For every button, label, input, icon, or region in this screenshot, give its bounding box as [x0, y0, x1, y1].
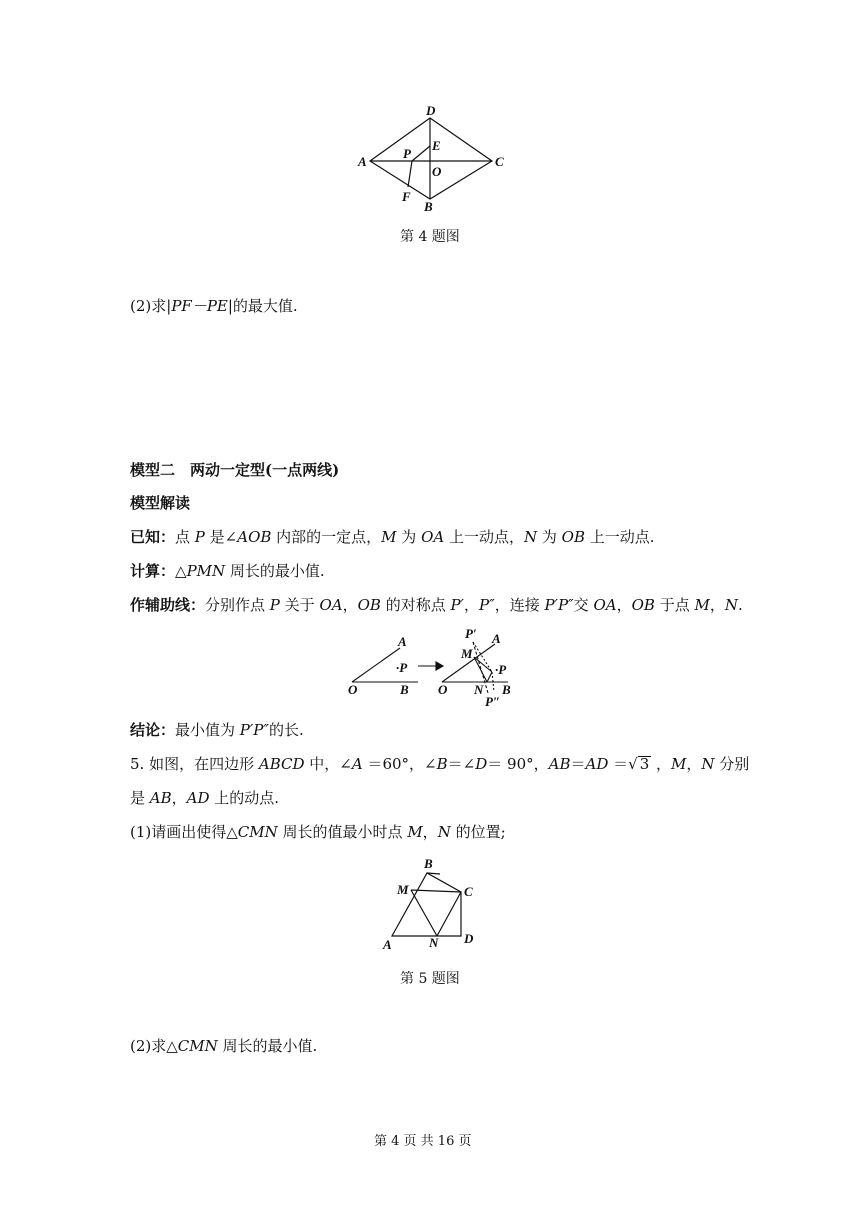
text: 的长. [269, 721, 304, 739]
model2-title: 模型二 两动一定型(一点两线) [130, 461, 340, 479]
label-B: B [424, 199, 433, 214]
text: 中，∠ [304, 755, 352, 773]
var: CMN [237, 823, 278, 841]
text: ＝ 90°， [487, 755, 549, 773]
label-B: B [424, 856, 433, 871]
model2-diagram [340, 626, 530, 712]
text: 是∠ [204, 528, 238, 546]
right-label-B: B [502, 682, 511, 697]
var: PMN [186, 562, 226, 580]
text: ， [709, 596, 725, 614]
sqrt-symbol: √ [628, 755, 638, 773]
segment-nc [437, 892, 461, 936]
var: OB [357, 596, 381, 614]
left-label-P: ·P [396, 660, 408, 675]
var: N [701, 755, 715, 773]
label-D: D [464, 931, 474, 946]
var: OA [319, 596, 343, 614]
var: ABCD [258, 755, 305, 773]
var: D [475, 755, 488, 773]
var: AB [548, 755, 571, 773]
var: M [671, 755, 687, 773]
text: 上的动点. [209, 789, 280, 807]
text: ， [422, 823, 438, 841]
q5-line1 [130, 754, 749, 774]
model2-conclusion [130, 720, 304, 740]
var: P [194, 528, 205, 546]
var: M [381, 528, 397, 546]
text: ， [616, 596, 632, 614]
var: AD [585, 755, 609, 773]
text: △ [175, 562, 187, 580]
var: P′ [450, 596, 464, 614]
label-D: D [426, 104, 436, 118]
text: 上一动点， [444, 528, 524, 546]
figure-4-caption: 第 4 题图 [400, 229, 460, 245]
page-footer: 第 4 页 共 16 页 [374, 1134, 472, 1149]
var: M [407, 823, 423, 841]
segment-mc [411, 890, 461, 892]
text: ＝ [608, 755, 629, 773]
aux-label: 作辅助线： [130, 596, 206, 614]
segment-pf [408, 161, 412, 187]
known-label: 已知： [130, 528, 176, 546]
segment-pn [487, 672, 492, 682]
var: A [351, 755, 363, 773]
model2-known [130, 527, 655, 547]
label-N: N [429, 935, 439, 950]
label-P: P [403, 146, 411, 161]
label-M: M [397, 882, 409, 897]
right-label-P2: P″ [485, 694, 501, 709]
var: B [436, 755, 448, 773]
right-label-N: N [474, 682, 484, 697]
q4-part2 [130, 296, 298, 316]
var: OA [593, 596, 617, 614]
text: 5. 如图，在四边形 [130, 755, 259, 773]
text: 为 [537, 528, 562, 546]
right-label-P1: P′ [465, 626, 477, 641]
text: 是 [130, 789, 150, 807]
text: ＝∠ [447, 755, 476, 773]
var: P′P″ [239, 721, 269, 739]
text: 的对称点 [380, 596, 451, 614]
right-label-P: ·P [495, 662, 507, 677]
q4-part2-prefix: (2)求| [130, 297, 172, 315]
text: 分别作点 [205, 596, 270, 614]
label-E: E [432, 138, 441, 153]
var: P′P″ [544, 596, 574, 614]
var: N [437, 823, 451, 841]
text: ， [342, 596, 358, 614]
segment-mn [474, 657, 487, 682]
figure-4-rhombus [340, 104, 520, 216]
q5-part2 [130, 1036, 317, 1056]
label-F: F [402, 189, 411, 204]
text: ＝60°，∠ [362, 755, 437, 773]
text: ， [651, 755, 672, 773]
text: 交 [573, 596, 594, 614]
calc-label: 计算： [130, 562, 176, 580]
figure-5-quadrilateral [380, 854, 480, 954]
var: CMN [177, 1037, 218, 1055]
var: OB [561, 528, 585, 546]
var: N [724, 596, 738, 614]
label-C: C [464, 884, 473, 899]
var: AOB [237, 528, 272, 546]
text: 为 [396, 528, 422, 546]
right-label-A: A [492, 631, 501, 646]
text: 分别 [714, 755, 750, 773]
var: M [694, 596, 710, 614]
text: (1)请画出使得△ [130, 823, 238, 841]
figure-5-caption: 第 5 题图 [400, 971, 460, 987]
left-ray-oa [352, 648, 400, 682]
segment-mn [411, 890, 437, 936]
text: . [737, 596, 743, 614]
var: N [524, 528, 538, 546]
label-A: A [383, 937, 392, 952]
text: (2)求△ [130, 1037, 178, 1055]
text: ， [686, 755, 702, 773]
text: 周长的最小值. [217, 1037, 318, 1055]
text: 最小值为 [175, 721, 240, 739]
sqrt-value: 3 [639, 755, 650, 773]
q5-line2 [130, 788, 279, 808]
text: 周长的值最小时点 [277, 823, 408, 841]
var: AB [149, 789, 172, 807]
q4-part2-expr: PF－PE [171, 297, 228, 315]
q5-part1 [130, 822, 506, 842]
text: 内部的一定点， [271, 528, 382, 546]
right-label-O: O [438, 682, 448, 697]
text: 于点 [654, 596, 695, 614]
text: 的位置; [450, 823, 506, 841]
text: ， [463, 596, 479, 614]
text: ，连接 [494, 596, 545, 614]
segment-pe [412, 146, 430, 161]
text: ， [171, 789, 187, 807]
left-label-A: A [398, 634, 407, 649]
text: 关于 [279, 596, 320, 614]
right-label-M: M [461, 646, 473, 661]
text: 点 [175, 528, 195, 546]
var: P [269, 596, 280, 614]
label-C: C [495, 154, 504, 169]
left-label-O: O [348, 682, 358, 697]
model2-subtitle: 模型解读 [130, 494, 191, 512]
label-A: A [358, 154, 367, 169]
var: P″ [478, 596, 495, 614]
rhombus-outline [370, 118, 492, 199]
text: 周长的最小值. [225, 562, 325, 580]
conclusion-label: 结论： [130, 721, 176, 739]
text: ＝ [570, 755, 586, 773]
arrow-head [436, 662, 443, 670]
segment-mp [474, 657, 492, 672]
model2-calc [130, 561, 325, 581]
dash-p-p1 [473, 642, 492, 672]
left-label-B: B [400, 682, 409, 697]
var: OB [631, 596, 655, 614]
label-O: O [432, 164, 442, 179]
var: AD [186, 789, 210, 807]
model2-aux [130, 595, 743, 615]
var: OA [421, 528, 445, 546]
q4-part2-suffix: |的最大值. [227, 297, 298, 315]
text: 上一动点. [585, 528, 655, 546]
